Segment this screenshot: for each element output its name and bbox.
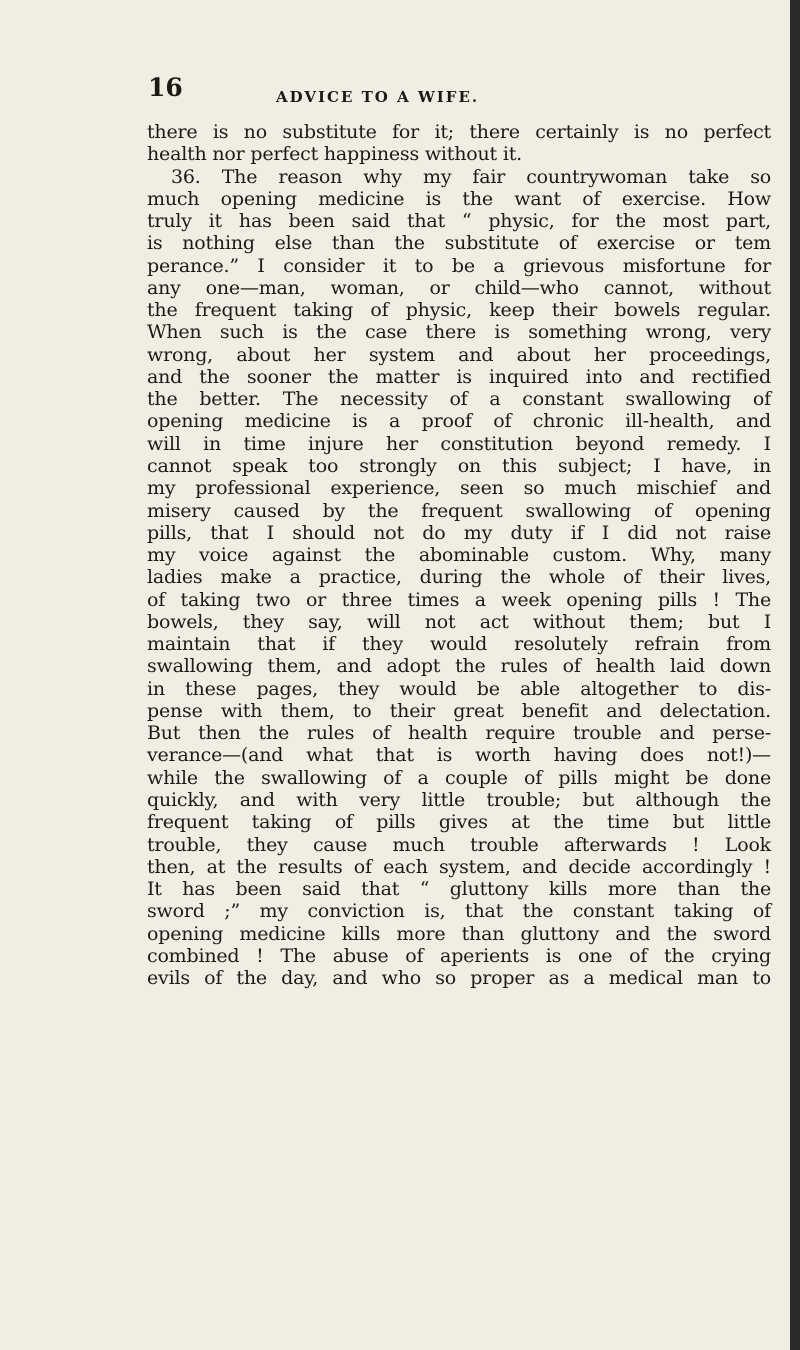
- text-line: wrong, about her system and about her proceedings,: [147, 343, 771, 366]
- text-line: opening medicine is a proof of chronic ill-health, and: [147, 410, 771, 433]
- text-line: When such is the case there is something wrong, very: [147, 321, 771, 344]
- text-line: swallowing them, and adopt the rules of health laid down: [147, 655, 771, 678]
- paragraph-start-line: 36. The reason why my fair countrywoman take so: [171, 165, 771, 188]
- text-line: It has been said that “ gluttony kills more than the: [147, 878, 771, 901]
- text-line: of taking two or three times a week opening pills ! The: [147, 588, 771, 611]
- text-line: perance.” I consider it to be a grievous misfortune for: [147, 254, 771, 277]
- text-line: pills, that I should not do my duty if I did not raise: [147, 521, 771, 544]
- text-line: evils of the day, and who so proper as a medical man to: [147, 967, 771, 990]
- text-line: there is no substitute for it; there certainly is no perfect: [147, 121, 771, 143]
- text-line: trouble, they cause much trouble afterwards ! Look: [147, 833, 771, 856]
- text-line: quickly, and with very little trouble; but although the: [147, 788, 771, 811]
- page-edge-shadow: [790, 0, 800, 1350]
- text-line: the frequent taking of physic, keep their bowels regular.: [147, 299, 771, 322]
- text-line: the better. The necessity of a constant swallowing of: [147, 388, 771, 411]
- text-line: sword ;” my conviction is, that the constant taking of: [147, 900, 771, 923]
- text-line: my voice against the abominable custom. Why, many: [147, 544, 771, 567]
- text-line: misery caused by the frequent swallowing of opening: [147, 499, 771, 522]
- text-line: verance—(and what that is worth having does not!)—: [147, 744, 771, 767]
- text-line: bowels, they say, will not act without them; but I: [147, 610, 771, 633]
- text-line: But then the rules of health require trouble and perse-: [147, 722, 771, 745]
- text-line: health nor perfect happiness without it.: [147, 143, 522, 166]
- text-line: will in time injure her constitution beyond remedy. I: [147, 432, 771, 455]
- text-line: and the sooner the matter is inquired into and rectified: [147, 365, 771, 388]
- text-line: ladies make a practice, during the whole of their lives,: [147, 566, 771, 589]
- text-line: then, at the results of each system, and decide accordingly !: [147, 855, 771, 878]
- text-line: cannot speak too strongly on this subject; I have, in: [147, 454, 771, 477]
- text-line: maintain that if they would resolutely refrain from: [147, 633, 771, 656]
- text-line: frequent taking of pills gives at the time but little: [147, 811, 771, 834]
- text-line: opening medicine kills more than gluttony and the sword: [147, 922, 771, 945]
- body-text: [147, 121, 771, 989]
- text-line: in these pages, they would be able altogether to dis-: [147, 677, 771, 700]
- text-line: my professional experience, seen so much mischief and: [147, 477, 771, 500]
- text-line: pense with them, to their great benefit and delectation.: [147, 699, 771, 722]
- text-line: is nothing else than the substitute of exercise or tem: [147, 232, 771, 255]
- text-line: truly it has been said that “ physic, for the most part,: [147, 210, 771, 233]
- text-line: while the swallowing of a couple of pills might be done: [147, 766, 771, 789]
- page-number: 16: [148, 73, 183, 102]
- running-title: ADVICE TO A WIFE.: [276, 88, 480, 106]
- text-line: much opening medicine is the want of exercise. How: [147, 187, 771, 210]
- text-line: combined ! The abuse of aperients is one of the crying: [147, 944, 771, 967]
- text-line: any one—man, woman, or child—who cannot, without: [147, 276, 771, 299]
